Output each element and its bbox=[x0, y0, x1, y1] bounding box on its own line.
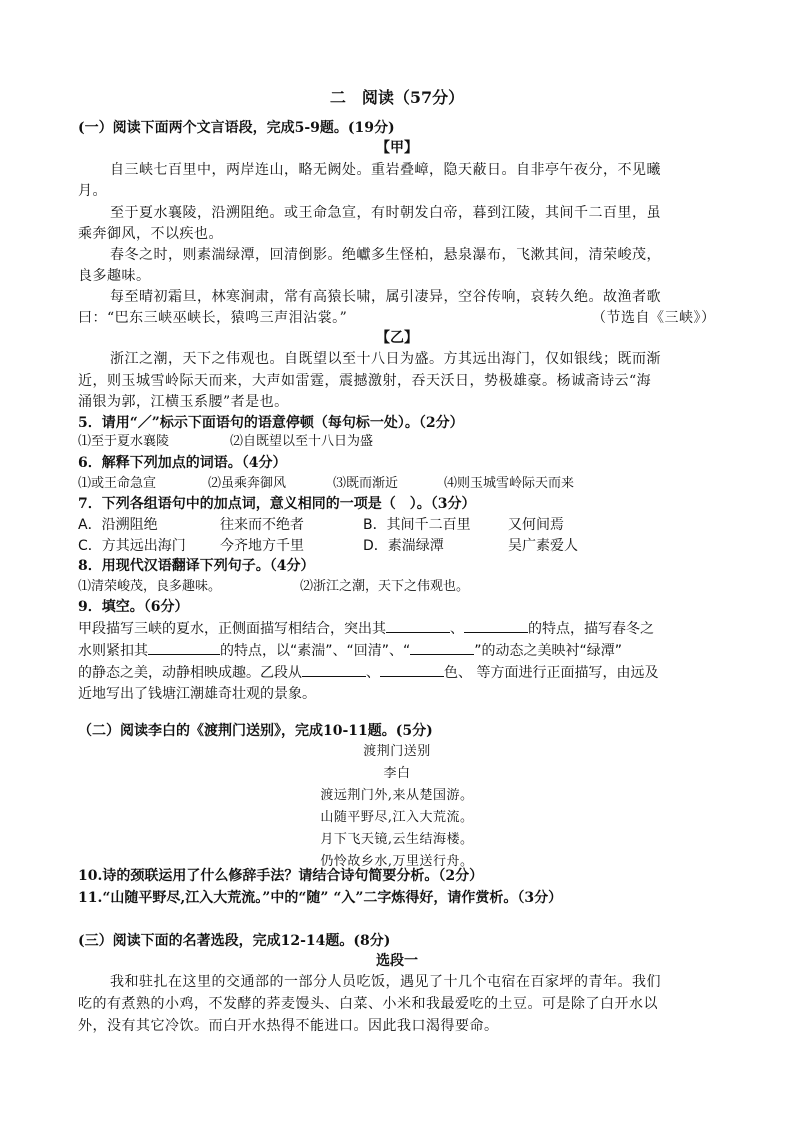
jia-line-1: 自三峡七百里中，两岸连山，略无阙处。重岩叠嶂，隐天蔽日。自非亭午夜分，不见曦 bbox=[110, 162, 661, 178]
answer-blank[interactable] bbox=[380, 662, 444, 677]
excerpt-line-2: 吃的有煮熟的小鸡，不发酵的荞麦馒头、白菜、小米和我最爱吃的土豆。可是除了白开水以 bbox=[78, 996, 658, 1012]
q10: 10.诗的颈联运用了什么修辞手法？请结合诗句简要分析。（2分） bbox=[78, 868, 484, 884]
jia-line-5: 春冬之时，则素湍绿潭，回清倒影。绝巘多生怪柏，悬泉瀑布，飞漱其间，清荣峻茂， bbox=[110, 247, 661, 263]
yi-line-3: 涌银为郭，江横玉系腰”者是也。 bbox=[78, 394, 289, 410]
q6: 6．解释下列加点的词语。（4分） bbox=[78, 455, 287, 471]
q9-line-3: 的静态之美，动静相映成趣。乙段从 、 色、 等方面进行正面描写，由远及 bbox=[78, 662, 658, 683]
q5: 5．请用“／”标示下面语句的语意停顿（每句标一处）。（2分） bbox=[78, 415, 464, 431]
poem-author: 李白 bbox=[383, 766, 411, 781]
poem-title: 渡荆门送别 bbox=[363, 744, 431, 759]
jia-label: 【甲】 bbox=[376, 140, 418, 156]
yi-line-1: 浙江之潮，天下之伟观也。自既望以至十八日为盛。方其远出海门，仅如银线；既而渐 bbox=[110, 351, 661, 367]
q7: 7．下列各组语句中的加点词，意义相同的一项是（ ）。（3分） bbox=[78, 496, 476, 512]
q6-item-2: ⑵虽乘奔御风 bbox=[208, 476, 287, 491]
part3-heading: (三）阅读下面的名著选段，完成12-14题。(8分) bbox=[78, 933, 391, 949]
q8: 8．用现代汉语翻译下列句子。（4分） bbox=[78, 558, 315, 574]
poem-line-1: 渡远荆门外,来从楚国游。 bbox=[320, 788, 474, 803]
part2-heading: （二）阅读李白的《渡荆门送别》，完成10-11题。(5分) bbox=[78, 723, 433, 739]
jia-line-3: 至于夏水襄陵，沿溯阻绝。或王命急宣，有时朝发白帝，暮到江陵，其间千二百里，虽 bbox=[110, 205, 661, 221]
part1-heading: (一）阅读下面两个文言语段，完成5-9题。(19分) bbox=[78, 120, 395, 136]
answer-blank[interactable] bbox=[148, 640, 220, 655]
q5-item-2: ⑵自既望以至十八日为盛 bbox=[230, 434, 374, 449]
q7-option-c-pair: 今齐地方千里 bbox=[220, 538, 304, 554]
answer-blank[interactable] bbox=[302, 662, 366, 677]
q6-item-4: ⑷则玉城雪岭际天而来 bbox=[444, 476, 575, 491]
q9: 9．填空。（6分） bbox=[78, 599, 189, 615]
q6-item-1: ⑴或王命急宣 bbox=[78, 476, 157, 491]
q8-item-2: ⑵浙江之潮，天下之伟观也。 bbox=[300, 579, 470, 594]
answer-blank[interactable] bbox=[386, 618, 450, 633]
jia-line-8: 曰：“巴东三峡巫峡长，猿鸣三声泪沾裳。” bbox=[78, 310, 348, 326]
q9-line-2: 水则紧扣其 的特点，以“素湍”、“回清”、“ ”的动态之美映衬“绿潭” bbox=[78, 640, 622, 661]
jia-line-7: 每至晴初霜旦，林寒涧肃，常有高猿长啸，属引凄异，空谷传响，哀转久绝。故渔者歌 bbox=[110, 289, 661, 305]
q9-line-4: 近地写出了钱塘江潮雄奇壮观的景象。 bbox=[78, 686, 316, 702]
answer-blank[interactable] bbox=[464, 618, 528, 633]
q7-option-a: A．沿溯阻绝 bbox=[78, 517, 158, 533]
yi-label: 【乙】 bbox=[376, 330, 418, 346]
jia-line-6: 良多趣味。 bbox=[78, 268, 151, 284]
poem-line-3: 月下飞天镜,云生结海楼。 bbox=[320, 832, 474, 847]
q7-option-c: C．方其远出海门 bbox=[78, 538, 186, 554]
q7-option-b: B．其间千二百里 bbox=[363, 517, 471, 533]
poem-line-2: 山随平野尽,江入大荒流。 bbox=[320, 810, 474, 825]
q7-option-a-pair: 往来而不绝者 bbox=[220, 517, 304, 533]
q7-option-d: D．素湍绿潭 bbox=[363, 538, 444, 554]
excerpt-line-1: 我和驻扎在这里的交通部的一部分人员吃饭，遇见了十几个屯宿在百家坪的青年。我们 bbox=[110, 974, 661, 990]
excerpt-line-3: 外，没有其它冷饮。而白开水热得不能进口。因此我口渴得要命。 bbox=[78, 1018, 499, 1034]
q7-option-d-pair: 吴广素爱人 bbox=[508, 538, 578, 554]
q5-item-1: ⑴至于夏水襄陵 bbox=[78, 434, 170, 449]
q6-item-3: ⑶既而渐近 bbox=[333, 476, 399, 491]
poem-line-4: 仍怜故乡水,万里送行舟。 bbox=[320, 854, 474, 869]
jia-source: （节选自《三峡》） bbox=[592, 310, 716, 326]
answer-blank[interactable] bbox=[410, 640, 474, 655]
q11: 11.“山随平野尽,江入大荒流。”中的“随” “入”二字炼得好，请作赏析。（3分） bbox=[78, 890, 563, 906]
yi-line-2: 近，则玉城雪岭际天而来，大声如雷霆，震撼激射，吞天沃日，势极雄豪。杨诚斋诗云“海 bbox=[78, 373, 652, 389]
q7-option-b-pair: 又何间焉 bbox=[508, 517, 564, 533]
q9-line-1: 甲段描写三峡的夏水，正侧面描写相结合，突出其 、 的特点，描写春冬之 bbox=[78, 618, 654, 639]
jia-line-4: 乘奔御风，不以疾也。 bbox=[78, 226, 223, 242]
jia-line-2: 月。 bbox=[78, 183, 107, 199]
q8-item-1: ⑴清荣峻茂，良多趣味。 bbox=[78, 579, 222, 594]
excerpt-label: 选段一 bbox=[376, 953, 418, 969]
section-title: 二 阅读（57分） bbox=[329, 88, 465, 107]
